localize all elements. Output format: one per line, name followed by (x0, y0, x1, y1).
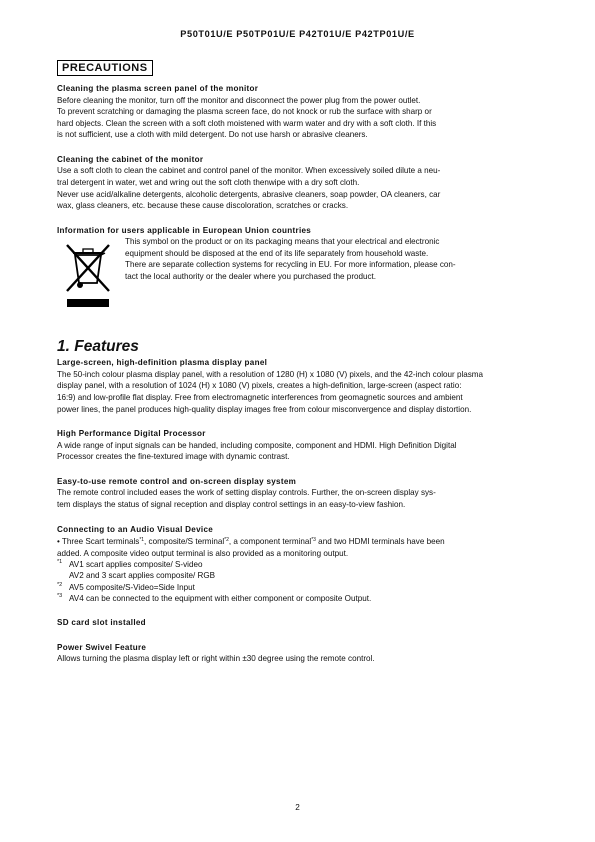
features-title: 1. Features (57, 338, 139, 356)
footnote-mark: *2 (57, 581, 63, 588)
footnote-mark (57, 568, 69, 579)
footnote-text: AV4 can be connected to the equipment with either component or composite Output. (69, 594, 372, 604)
cleaning-cabinet-heading: Cleaning the cabinet of the monitor (57, 154, 204, 164)
text-line: This symbol on the product or on its packaging means that your electrical and electronic (125, 237, 440, 247)
footnote (57, 582, 547, 593)
text-fragment: , a component terminal (228, 537, 312, 546)
precautions-title: PRECAUTIONS (57, 60, 153, 76)
av-line-1 (57, 535, 547, 548)
av-line-2: added. A composite video output terminal is also provided as a monitoring output. (57, 548, 349, 558)
cleaning-panel-section (57, 83, 547, 141)
text-line: Processor creates the fine-textured image with dynamic contrast. (57, 452, 290, 462)
text-line: Use a soft cloth to clean the cabinet and control panel of the monitor. When excessively soiled dilute a neu- (57, 166, 441, 176)
text-line: tem displays the status of signal reception and display control settings in an easy-to-view fashion. (57, 499, 406, 509)
text-line: The remote control included eases the work of setting display controls. Further, the on-screen display sys- (57, 488, 436, 498)
footnote-mark: *1 (57, 559, 63, 566)
text-line: The 50-inch colour plasma display panel, with a resolution of 1280 (H) x 1080 (V) pixels, and the 42-inch colour plasma (57, 369, 484, 379)
text-line: hard objects. Clean the screen with a soft cloth moistened with warm water and dry with a soft cloth. If this (57, 118, 437, 128)
processor-section (57, 428, 547, 463)
footnote-text: AV1 scart applies composite/ S-video (69, 560, 203, 570)
text-line: A wide range of input signals can be handed, including composite, component and HDMI. High Definition Digital (57, 440, 457, 450)
swivel-heading: Power Swivel Feature (57, 642, 147, 652)
footnote-text: AV5 composite/S-Video=Side Input (69, 582, 195, 592)
text-fragment: • Three Scart terminals (57, 537, 140, 546)
text-fragment: and two HDMI terminals have been (315, 537, 445, 546)
av-heading: Connecting to an Audio Visual Device (57, 524, 214, 534)
page-content (57, 58, 547, 678)
text-line: wax, glass cleaners, etc. because these cause discoloration, scratches or cracks. (57, 201, 349, 211)
text-line: Before cleaning the monitor, turn off the monitor and disconnect the power plug from the power outlet. (57, 95, 421, 105)
footnote-mark: *3 (57, 593, 63, 600)
crossed-out-wheelie-bin-icon (63, 239, 119, 316)
page-header-models: P50T01U/E P50TP01U/E P42T01U/E P42TP01U/E (180, 29, 415, 39)
text-line: equipment should be disposed at the end of its life separately from household waste. (125, 248, 429, 258)
footnote-mark: *2 (224, 537, 229, 543)
large-screen-section (57, 357, 547, 415)
text-line: tact the local authority or the dealer where you purchased the product. (125, 272, 377, 282)
cleaning-panel-heading: Cleaning the plasma screen panel of the monitor (57, 84, 259, 93)
text-line: There are separate collection systems for recycling in EU. For more information, please con- (125, 260, 456, 270)
footnote (57, 559, 547, 570)
page-number: 2 (295, 803, 300, 812)
av-section (57, 524, 547, 605)
text-line: display panel, with a resolution of 1024 (H) x 1080 (V) pixels, creates a high-definition, large-screen (aspect ratio: (57, 381, 462, 391)
large-screen-heading: Large-screen, high-definition plasma display panel (57, 358, 268, 368)
cleaning-cabinet-section (57, 154, 547, 212)
remote-heading: Easy-to-use remote control and on-screen display system (57, 476, 297, 486)
footnote-mark: *3 (311, 537, 316, 543)
eu-info-section (57, 225, 547, 317)
text-line: To prevent scratching or damaging the plasma screen face, do not knock or rub the surface with sharp or (57, 107, 432, 117)
text-line: Allows turning the plasma display left or right within ±30 degree using the remote control. (57, 654, 375, 664)
swivel-section (57, 642, 547, 665)
footnote (57, 593, 547, 604)
sd-section (57, 617, 547, 629)
text-line: power lines, the panel produces high-quality display images free from colour misconvergence and display distortion. (57, 404, 472, 414)
text-line: is not sufficient, use a cloth with mild detergent. Do not use harsh or abrasive cleaners. (57, 130, 368, 140)
remote-section (57, 476, 547, 511)
text-line: Never use acid/alkaline detergents, alcoholic detergents, abrasive cleaners, soap powder, OA cleaners, car (57, 189, 441, 199)
footnote-mark: *1 (139, 537, 145, 543)
sd-heading: SD card slot installed (57, 618, 146, 628)
text-line: tral detergent in water, wet and wring out the soft cloth thenwipe with a dry soft cloth. (57, 177, 360, 187)
eu-info-heading: Information for users applicable in European Union countries (57, 225, 312, 235)
footnote-text: AV2 and 3 scart applies composite/ RGB (69, 571, 216, 581)
text-fragment: , composite/S terminal (144, 537, 225, 546)
processor-heading: High Performance Digital Processor (57, 429, 206, 439)
footnote (57, 570, 547, 581)
text-line: 16:9) and low-profile flat display. Free from electromagnetic interferences from geomagnetic sources and ambient (57, 392, 463, 402)
